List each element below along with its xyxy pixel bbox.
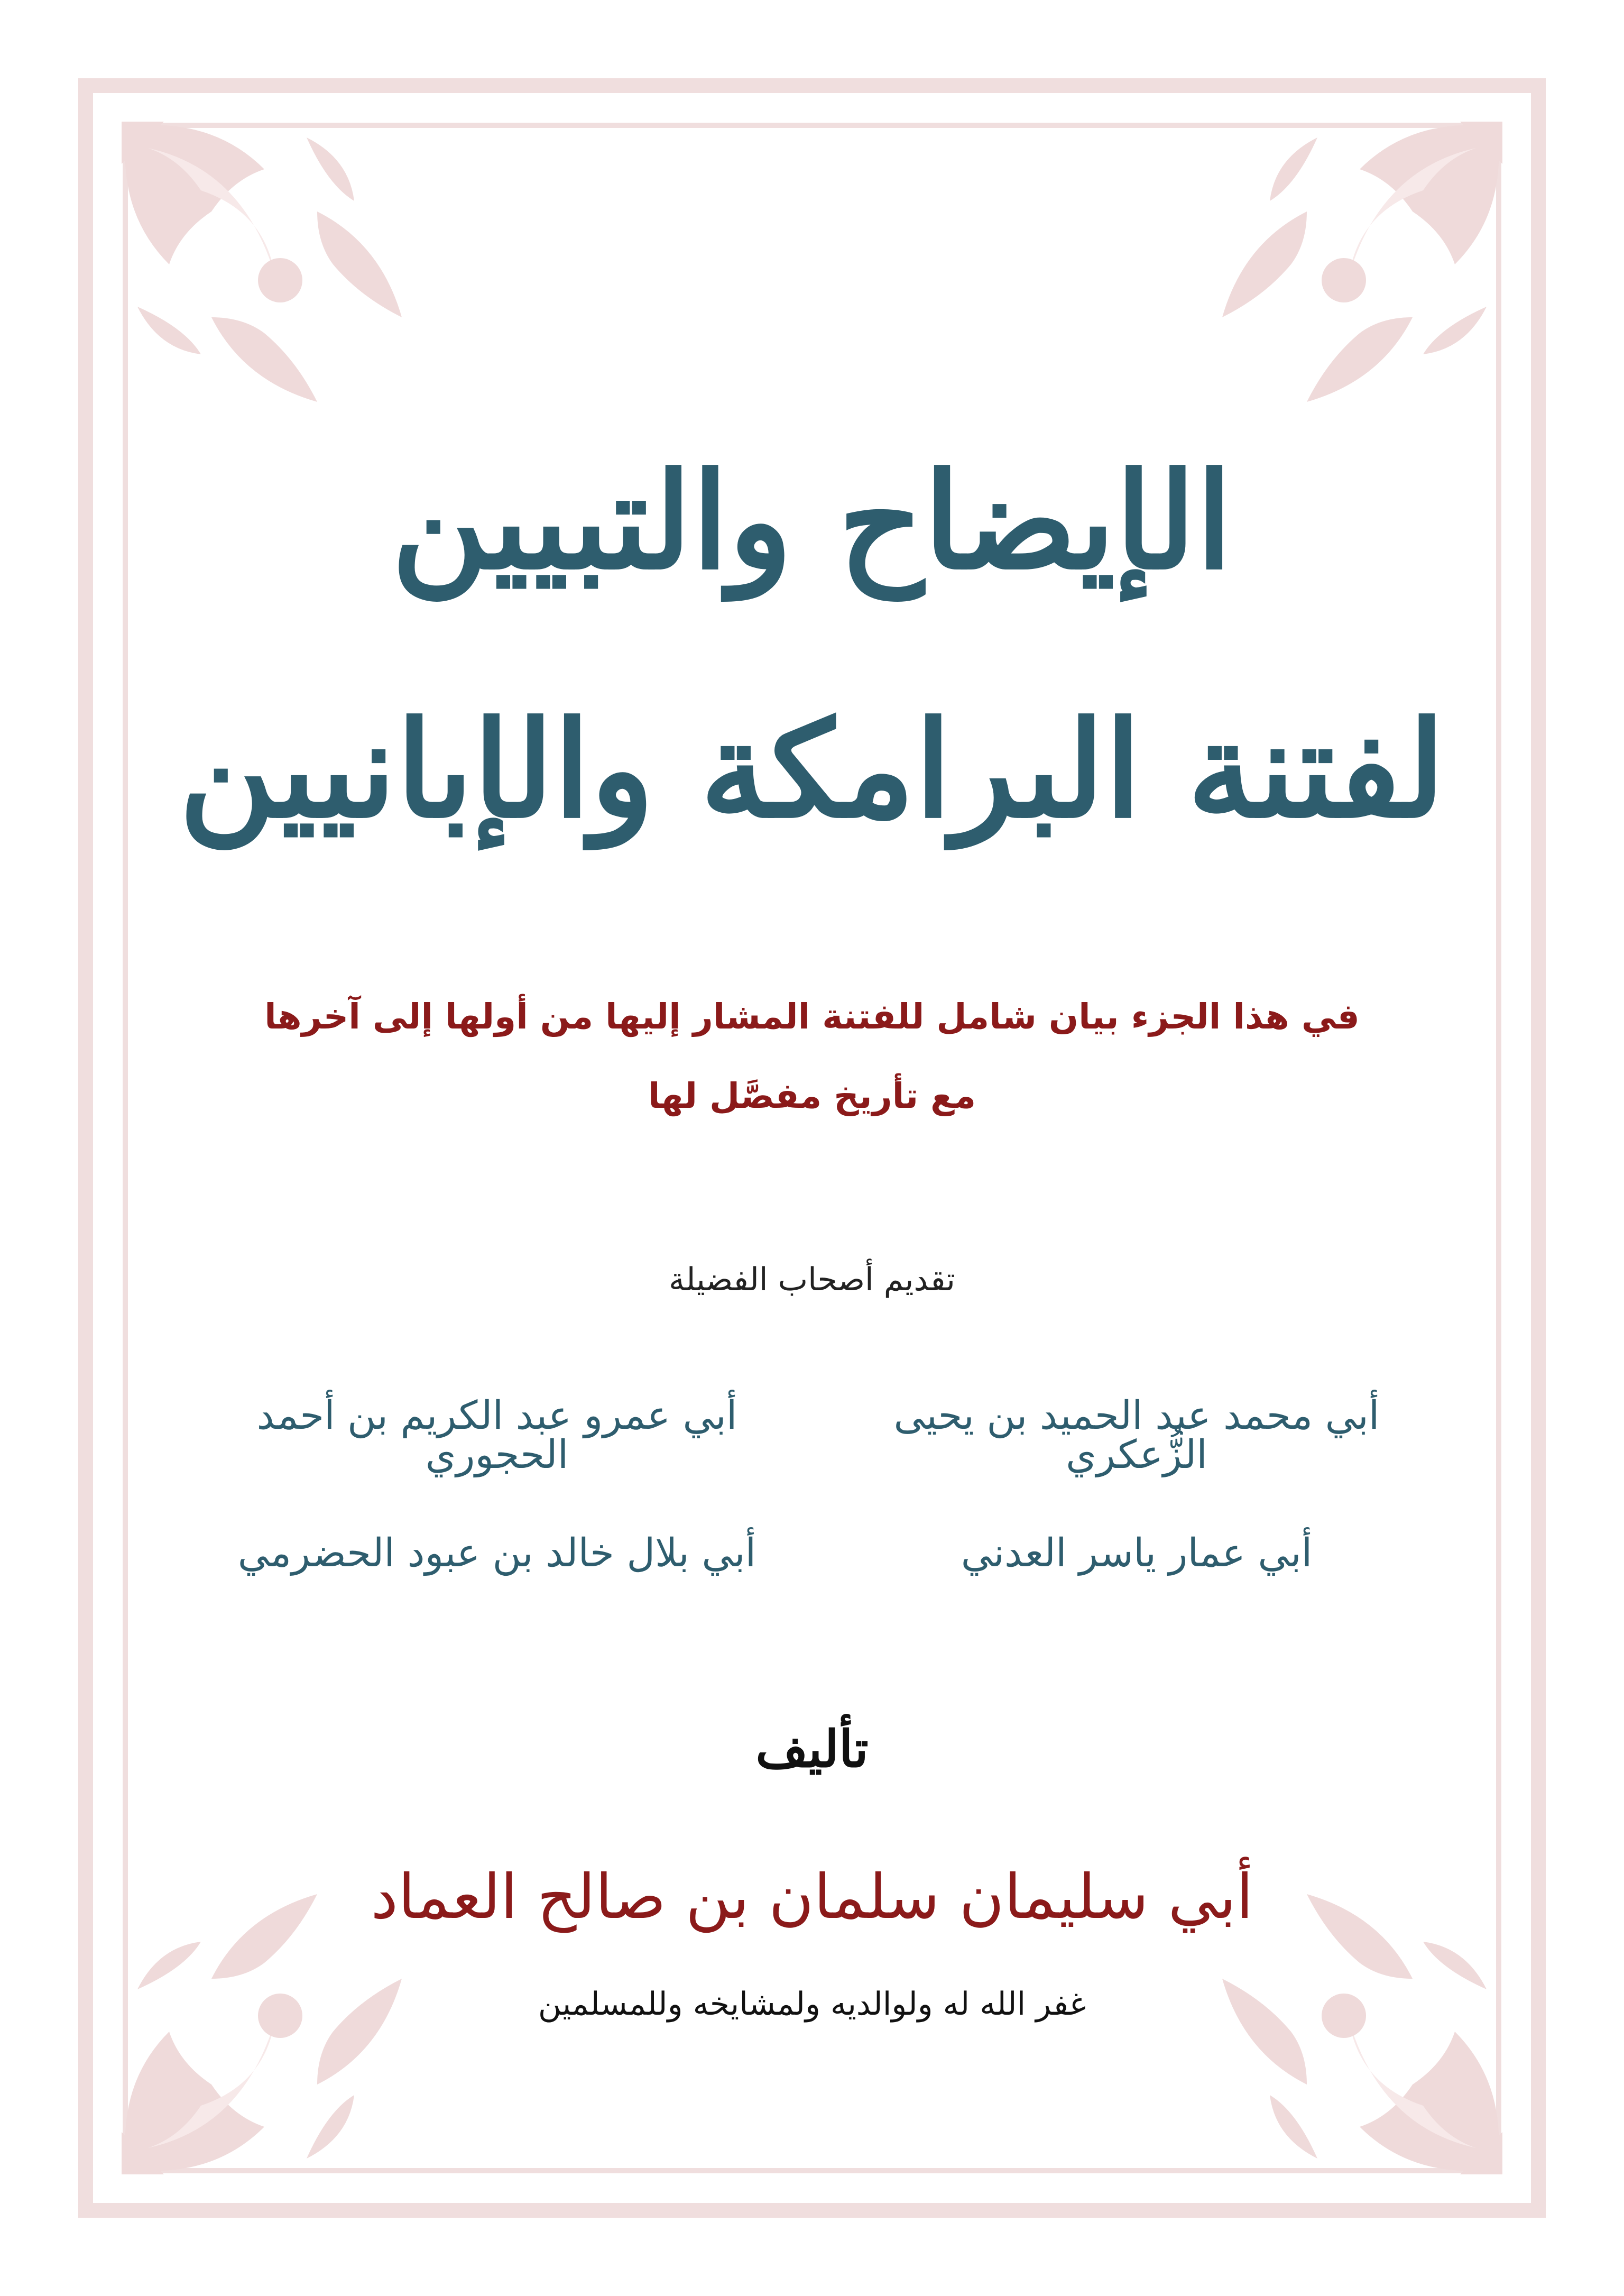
corner-ornament-top-right <box>1191 106 1518 434</box>
author-name: أبي سليمان سلمان بن صالح العماد <box>371 1861 1253 1933</box>
scholar-name: أبي عمرو عبد الكريم بن أحمد الحجوري <box>256 1393 737 1477</box>
scholar-name: أبي بلال خالد بن عبود الحضرمي <box>237 1530 756 1576</box>
corner-ornament-top-left <box>106 106 433 434</box>
book-title-line-2: لفتنة البرامكة والإبانيين <box>179 692 1445 847</box>
book-title-line-1: الإيضاح والتبيين <box>391 443 1233 599</box>
author-prayer: غفر الله له ولوالديه ولمشايخه وللمسلمين <box>538 1986 1086 2023</box>
subtitle-line-2: مع تأريخ مفصَّل لها <box>648 1076 976 1116</box>
scholar-name: أبي محمد عبد الحميد بن يحيى الزُّعكري <box>893 1393 1380 1477</box>
authored-by-label: تأليف <box>755 1719 869 1779</box>
subtitle-line-1: في هذا الجزء بيان شامل للفتنة المشار إليها من أولها إلى آخرها <box>264 996 1360 1037</box>
scholar-name: أبي عمار ياسر العدني <box>961 1530 1313 1576</box>
introduction-heading: تقديم أصحاب الفضيلة <box>669 1261 955 1298</box>
